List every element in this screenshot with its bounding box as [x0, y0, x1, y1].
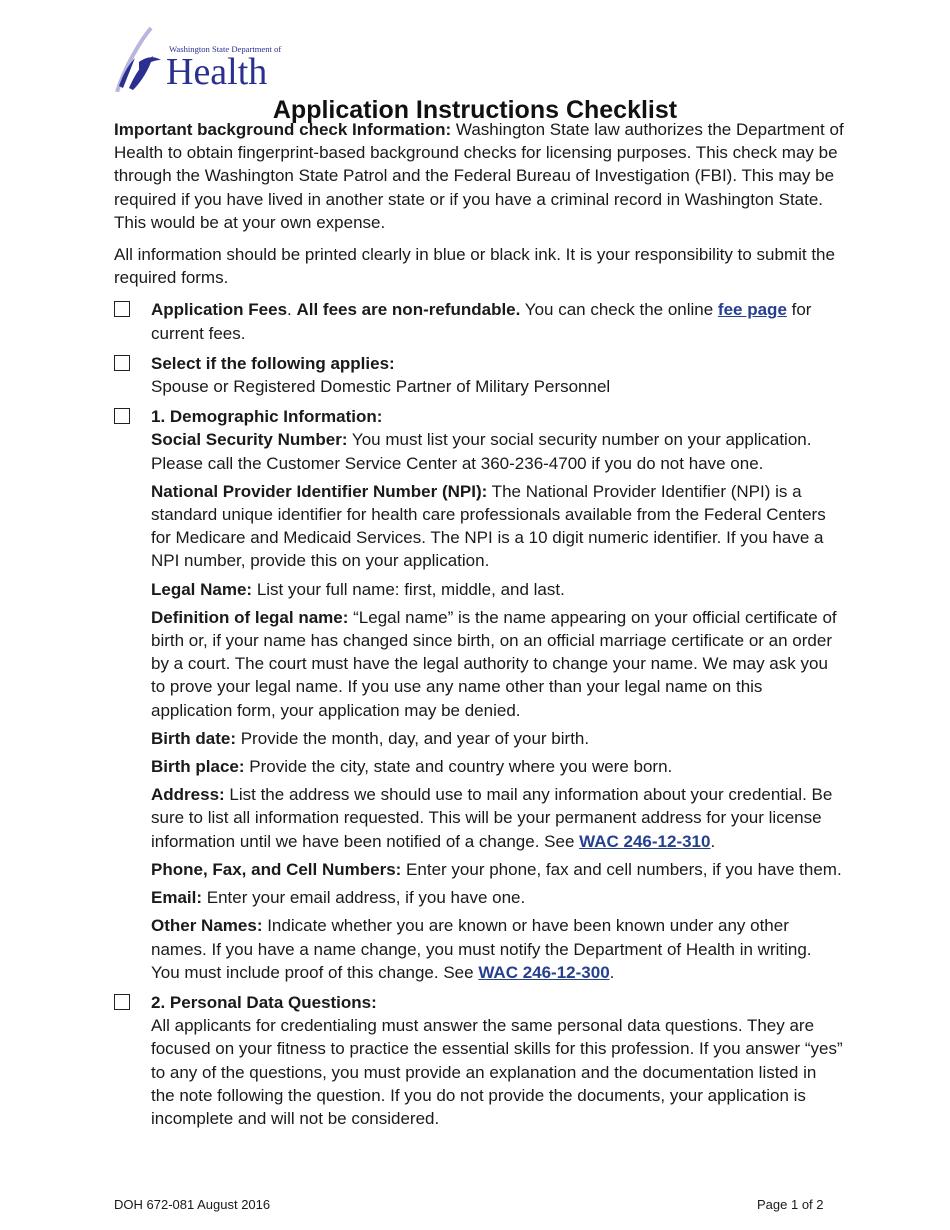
logo-department: Washington State Department of: [169, 44, 282, 54]
ssn-instructions: [151, 428, 844, 474]
checklist-item-personal-data: [114, 991, 844, 1130]
checklist-item-fees: [114, 298, 844, 344]
ssn-text: You must list your social security number on your application. Please call the Customer Service Center at 360-236-4700 if you do not have one.: [151, 430, 812, 473]
npi-label: National Provider Identifier Number (NPI):: [151, 481, 488, 501]
document-body: [114, 118, 844, 1137]
fees-text: [151, 298, 844, 344]
other-names-period: .: [609, 962, 615, 982]
demographic-checkbox[interactable]: [114, 408, 130, 424]
legal-name-text: List your full name: first, middle, and last.: [252, 579, 565, 599]
legal-name-definition: [151, 606, 844, 722]
birth-date-instructions: [151, 727, 844, 750]
other-names-text: Indicate whether you are known or have been known under any other names. If you have a name change, you must notify the Department of Health in writing. You must include proof of this change. See: [151, 916, 812, 982]
applies-text: [151, 352, 844, 398]
email-text: Enter your email address, if you have one.: [202, 888, 526, 908]
birth-date-text: Provide the month, day, and year of your birth.: [236, 728, 590, 748]
birth-date-label: Birth date:: [151, 728, 236, 748]
phone-text: Enter your phone, fax and cell numbers, if you have them.: [401, 859, 842, 879]
legal-name-label: Legal Name:: [151, 579, 253, 599]
birth-place-text: Provide the city, state and country where you were born.: [244, 757, 673, 777]
checklist-item-demographic: [114, 405, 844, 984]
other-names-label: Other Names:: [151, 916, 263, 936]
address-label: Address:: [151, 785, 225, 805]
fees-nonrefundable: All fees are non-refundable.: [296, 300, 521, 320]
wac-246-12-310-link[interactable]: WAC 246-12-310: [579, 831, 711, 851]
fee-page-link[interactable]: fee page: [717, 300, 787, 320]
definition-label: Definition of legal name:: [151, 607, 349, 627]
ink-instructions: All information should be printed clearly in blue or black ink. It is your responsibility to submit the required forms.: [114, 245, 835, 288]
fees-checkbox[interactable]: [114, 301, 130, 317]
address-period: .: [710, 831, 716, 851]
background-check-paragraph: [114, 118, 844, 234]
background-check-label: Important background check Information:: [114, 120, 452, 139]
other-names-instructions: [151, 914, 844, 984]
address-text: List the address we should use to mail any information about your credential. Be sure to list all information requested. This will be your permanent address for your license information until we have been notified of a change. See: [151, 785, 833, 851]
email-instructions: [151, 886, 844, 909]
applies-checkbox[interactable]: [114, 355, 130, 371]
page-title: Application Instructions Checklist: [272, 96, 678, 124]
birth-place-label: Birth place:: [151, 757, 245, 777]
email-label: Email:: [151, 888, 203, 908]
address-instructions: [151, 783, 844, 853]
ssn-label: Social Security Number:: [151, 430, 348, 450]
applies-label: Select if the following applies:: [151, 353, 395, 373]
phone-instructions: [151, 858, 844, 881]
npi-text: The National Provider Identifier (NPI) is a standard unique identifier for health care professionals available from the Federal Centers for Medicare and Medicaid Services. The NPI is a 10 digit numeric identifier. If you have a NPI number, provide this on your application.: [151, 481, 826, 571]
demographic-heading: [151, 405, 844, 428]
personal-data-text: All applicants for credentialing must answer the same personal data questions. They are focused on your fitness to practice the essential skills for this profession. If you answer “yes” to any of the questions, you must provide an explanation and the documentation listed in the note following the question. If you do not provide the documents, your application is incomplete and will not be considered.: [151, 1016, 843, 1128]
fees-separator: .: [287, 300, 297, 320]
military-spouse-text: Spouse or Registered Domestic Partner of Military Personnel: [151, 377, 611, 397]
npi-instructions: [151, 480, 844, 573]
demographic-heading-text: 1. Demographic Information:: [151, 407, 383, 427]
personal-data-checkbox[interactable]: [114, 994, 130, 1010]
page-number: Page 1 of 2: [757, 1197, 824, 1212]
fees-current-text: for current fees.: [151, 300, 812, 343]
legal-name-instructions: [151, 578, 844, 601]
doh-logo-mark-icon: [113, 26, 169, 92]
logo-health: Health: [166, 51, 268, 93]
birth-place-instructions: [151, 755, 844, 778]
form-id: DOH 672-081 August 2016: [114, 1197, 271, 1212]
phone-label: Phone, Fax, and Cell Numbers:: [151, 859, 402, 879]
definition-text: “Legal name” is the name appearing on your official certificate of birth or, if your name has changed since birth, on an official marriage certificate or an order by a court. The court must have the legal authority to change your name. We may ask you to prove your legal name. If you use any name other than your legal name on this application form, your application may be denied.: [151, 607, 837, 720]
personal-data-heading: [151, 991, 844, 1014]
checklist-item-applies: [114, 352, 844, 398]
personal-data-heading-text: 2. Personal Data Questions:: [151, 992, 377, 1012]
background-check-text: Washington State law authorizes the Department of Health to obtain fingerprint-based background checks for licensing purposes. This check may be through the Washington State Patrol and the Federal Bureau of Investigation (FBI). This may be required if you have lived in another state or if you have a criminal record in Washington State. This would be at your own expense.: [114, 120, 844, 232]
fees-label: Application Fees: [151, 300, 288, 320]
wac-246-12-300-link[interactable]: WAC 246-12-300: [478, 962, 610, 982]
fees-online-text: You can check the online: [520, 300, 718, 320]
doh-logo: [113, 26, 282, 96]
